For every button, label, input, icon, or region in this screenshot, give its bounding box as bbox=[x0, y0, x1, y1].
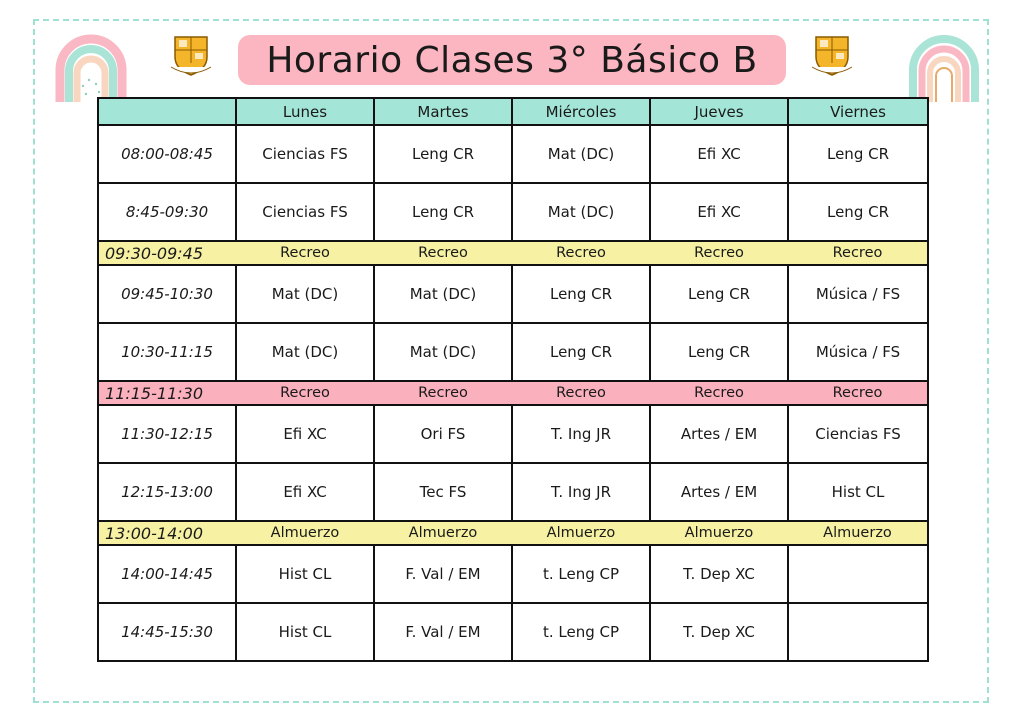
period-row bbox=[98, 603, 928, 661]
class-cell: Artes / EM bbox=[650, 405, 788, 463]
class-cell: Leng CR bbox=[374, 125, 512, 183]
time-slot: 13:00-14:00 bbox=[98, 521, 236, 545]
header-row bbox=[98, 98, 928, 125]
school-crest-left bbox=[167, 33, 215, 79]
period-row bbox=[98, 125, 928, 183]
class-cell bbox=[788, 603, 928, 661]
class-cell: Leng CR bbox=[650, 265, 788, 323]
time-slot: 09:30-09:45 bbox=[98, 241, 236, 265]
break-cell: Recreo bbox=[512, 381, 650, 405]
class-cell: Leng CR bbox=[512, 265, 650, 323]
day-header: Jueves bbox=[650, 98, 788, 125]
class-cell: Leng CR bbox=[650, 323, 788, 381]
rainbow-icon-left bbox=[52, 30, 130, 104]
class-cell: Hist CL bbox=[788, 463, 928, 521]
break-cell: Almuerzo bbox=[236, 521, 374, 545]
class-cell: Efi XC bbox=[236, 405, 374, 463]
break-cell: Almuerzo bbox=[788, 521, 928, 545]
class-cell: Mat (DC) bbox=[512, 125, 650, 183]
rainbow-icon-right bbox=[905, 30, 983, 104]
break-row bbox=[98, 381, 928, 405]
break-row bbox=[98, 241, 928, 265]
class-cell: Leng CR bbox=[374, 183, 512, 241]
class-cell: Ciencias FS bbox=[236, 125, 374, 183]
class-cell bbox=[788, 545, 928, 603]
break-cell: Recreo bbox=[374, 241, 512, 265]
break-cell: Almuerzo bbox=[650, 521, 788, 545]
class-cell: F. Val / EM bbox=[374, 603, 512, 661]
period-row bbox=[98, 545, 928, 603]
break-row bbox=[98, 521, 928, 545]
school-crest-right bbox=[808, 33, 856, 79]
class-cell: Mat (DC) bbox=[236, 323, 374, 381]
class-cell: Ciencias FS bbox=[788, 405, 928, 463]
time-slot: 11:15-11:30 bbox=[98, 381, 236, 405]
break-cell: Almuerzo bbox=[374, 521, 512, 545]
class-cell: Mat (DC) bbox=[374, 265, 512, 323]
class-cell: Mat (DC) bbox=[236, 265, 374, 323]
class-cell: Efi XC bbox=[650, 183, 788, 241]
time-slot: 14:00-14:45 bbox=[98, 545, 236, 603]
class-cell: T. Ing JR bbox=[512, 463, 650, 521]
break-cell: Recreo bbox=[236, 381, 374, 405]
class-cell: T. Dep XC bbox=[650, 545, 788, 603]
period-row bbox=[98, 463, 928, 521]
class-cell: Música / FS bbox=[788, 265, 928, 323]
day-header: Viernes bbox=[788, 98, 928, 125]
class-cell: Ciencias FS bbox=[236, 183, 374, 241]
period-row bbox=[98, 323, 928, 381]
day-header: Martes bbox=[374, 98, 512, 125]
break-cell: Recreo bbox=[788, 241, 928, 265]
class-cell: Mat (DC) bbox=[512, 183, 650, 241]
break-cell: Almuerzo bbox=[512, 521, 650, 545]
time-slot: 12:15-13:00 bbox=[98, 463, 236, 521]
class-cell: t. Leng CP bbox=[512, 603, 650, 661]
class-cell: Leng CR bbox=[788, 125, 928, 183]
break-cell: Recreo bbox=[650, 381, 788, 405]
day-header: Lunes bbox=[236, 98, 374, 125]
class-cell: T. Ing JR bbox=[512, 405, 650, 463]
header-corner bbox=[98, 98, 236, 125]
time-slot: 10:30-11:15 bbox=[98, 323, 236, 381]
class-cell: Leng CR bbox=[788, 183, 928, 241]
break-cell: Recreo bbox=[236, 241, 374, 265]
class-cell: F. Val / EM bbox=[374, 545, 512, 603]
class-cell: Música / FS bbox=[788, 323, 928, 381]
day-header: Miércoles bbox=[512, 98, 650, 125]
time-slot: 09:45-10:30 bbox=[98, 265, 236, 323]
time-slot: 08:00-08:45 bbox=[98, 125, 236, 183]
class-cell: t. Leng CP bbox=[512, 545, 650, 603]
break-cell: Recreo bbox=[512, 241, 650, 265]
class-cell: Hist CL bbox=[236, 603, 374, 661]
class-cell: T. Dep XC bbox=[650, 603, 788, 661]
break-cell: Recreo bbox=[650, 241, 788, 265]
class-cell: Ori FS bbox=[374, 405, 512, 463]
period-row bbox=[98, 183, 928, 241]
class-cell: Leng CR bbox=[512, 323, 650, 381]
class-cell: Tec FS bbox=[374, 463, 512, 521]
period-row bbox=[98, 405, 928, 463]
schedule-table bbox=[97, 97, 929, 662]
break-cell: Recreo bbox=[374, 381, 512, 405]
time-slot: 14:45-15:30 bbox=[98, 603, 236, 661]
class-cell: Efi XC bbox=[650, 125, 788, 183]
class-cell: Mat (DC) bbox=[374, 323, 512, 381]
title-banner bbox=[238, 35, 786, 85]
time-slot: 8:45-09:30 bbox=[98, 183, 236, 241]
break-cell: Recreo bbox=[788, 381, 928, 405]
time-slot: 11:30-12:15 bbox=[98, 405, 236, 463]
page-title: Horario Clases 3° Básico B bbox=[266, 39, 758, 81]
class-cell: Efi XC bbox=[236, 463, 374, 521]
class-cell: Artes / EM bbox=[650, 463, 788, 521]
class-cell: Hist CL bbox=[236, 545, 374, 603]
period-row bbox=[98, 265, 928, 323]
